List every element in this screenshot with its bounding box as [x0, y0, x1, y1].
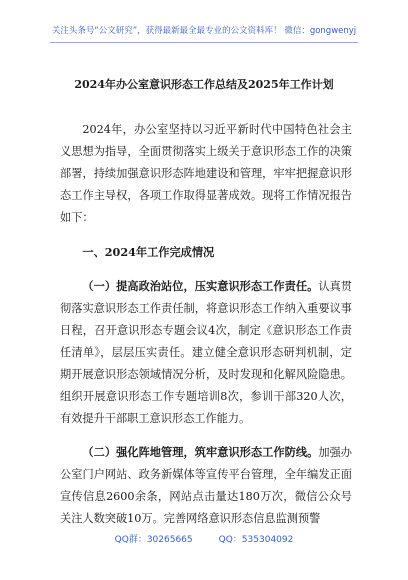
footer-qq: QQ：535304092 — [218, 535, 294, 545]
item-2-lead: （二）强化阵地管理，筑牢意识形态工作防线。 — [82, 445, 319, 459]
intro-paragraph: 2024年，办公室坚持以习近平新时代中国特色社会主义思想为指导，全面贯彻落实上级关于意识形态工作的决策部署，持续加强意识形态阵地建设和管理，牢牢把握意识形态工作主导权，各项工作取得显著成效。现将工作情况报告如下： — [60, 123, 352, 224]
header-divider — [50, 42, 358, 43]
footer-contact — [0, 532, 408, 545]
item-1-body: 认真贯彻落实意识形态工作责任制，将意识形态工作纳入重要议事日程，召开意识形态专题会议4次，制定《意识形态工作责任清单》，层层压实责任。建立健全意识形态研判机制，定期开展意识形态领域情况分析，及时发现和化解风险隐患。组织开展意识形态工作专题培训8次，参训干部320人次，有效提升干部职工意识形态工作能力。 — [60, 280, 352, 425]
item-2-body: 加强办公室门户网站、政务新媒体等宣传平台管理，全年编发正面宣传信息2600余条，网站点击量达180万次，微信公众号关注人数突破10万。完善网络意识形态信息监测预警 — [60, 446, 352, 525]
document-body — [60, 119, 352, 530]
item-1-lead: （一）提高政治站位，压实意识形态工作责任。 — [82, 279, 319, 293]
header-promo-note: 关注头条号“公文研究”，获得最新最全最专业的公文资料库！ 微信：gongwenyj — [51, 26, 357, 36]
item-1-paragraph — [60, 275, 352, 430]
footer-qq-group: QQ群：30265665 — [114, 535, 193, 545]
section-heading-1: 一、2024年工作完成情况 — [82, 245, 215, 259]
document-title: 2024年办公室意识形态工作总结及2025年工作计划 — [74, 78, 334, 91]
item-2-paragraph — [60, 441, 352, 530]
